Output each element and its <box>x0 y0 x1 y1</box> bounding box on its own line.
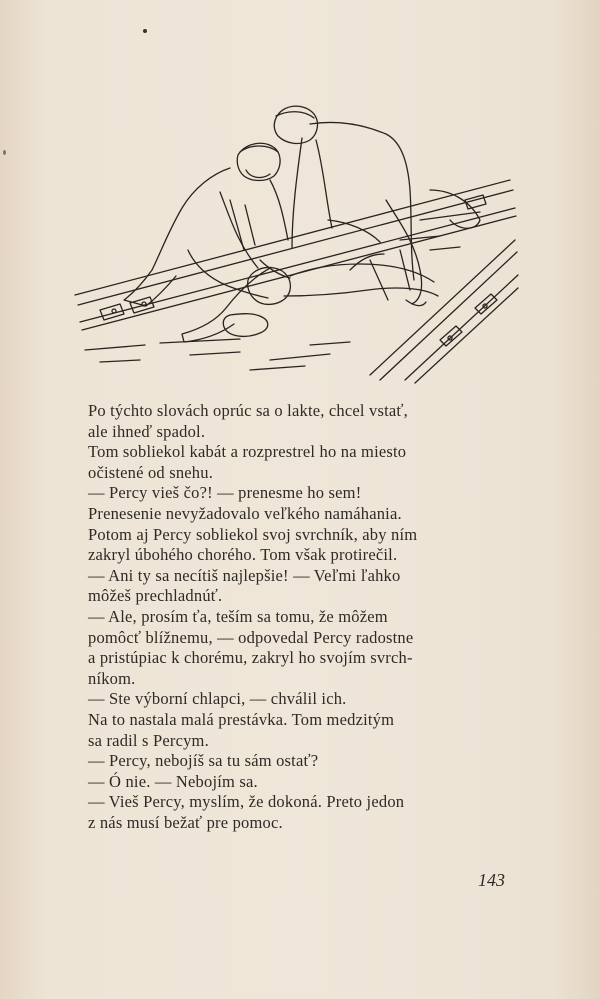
paragraph <box>88 442 513 483</box>
text-line: Po týchto slovách oprúc sa o lakte, chcel vstať, <box>88 401 408 420</box>
text-line: níkom. <box>88 668 136 688</box>
railway-track <box>75 180 518 383</box>
text-line: Prenesenie nevyžadovalo veľkého namáhania. <box>88 503 402 523</box>
railway-rescue-illustration <box>70 100 520 385</box>
text-line: Potom aj Percy sobliekol svoj svrchník, aby ním <box>88 524 418 544</box>
text-line: sa radil s Percym. <box>88 730 209 750</box>
text-line: z nás musí bežať pre pomoc. <box>88 812 283 832</box>
paragraph <box>88 607 513 689</box>
paragraph <box>88 504 513 566</box>
text-line: — Ó nie. — Nebojím sa. <box>88 771 258 791</box>
text-line: — Percy vieš čo?! — prenesme ho sem! <box>88 483 362 503</box>
text-line: Na to nastala malá prestávka. Tom medzitým <box>88 709 395 729</box>
ink-speck <box>143 29 147 33</box>
ink-speck <box>3 150 6 155</box>
text-line: — Ste výborní chlapci, — chválil ich. <box>88 689 347 709</box>
paragraph <box>88 689 513 710</box>
paragraph <box>88 792 513 833</box>
text-line: zakryl úbohého chorého. Tom však protirečil. <box>88 545 398 565</box>
text-line: môžeš prechladnúť. <box>88 586 223 606</box>
paragraph <box>88 483 513 504</box>
paragraph <box>88 401 513 442</box>
text-line: očistené od snehu. <box>88 462 214 482</box>
text-line: Tom sobliekol kabát a rozprestrel ho na miesto <box>88 442 407 462</box>
text-line: — Ani ty sa necítiš najlepšie! — Veľmi ľahko <box>88 565 401 585</box>
paragraph <box>88 566 513 607</box>
text-line: — Ale, prosím ťa, teším sa tomu, že môžem <box>88 606 388 626</box>
text-line: ale ihneď spadol. <box>88 421 206 441</box>
paragraph <box>88 772 513 793</box>
paragraph <box>88 710 513 751</box>
bending-boy-right <box>274 106 480 306</box>
text-line: pomôcť blížnemu, — odpovedal Percy radostne <box>88 627 414 647</box>
page-text <box>88 401 513 833</box>
page-number: 143 <box>478 870 505 890</box>
text-line: a pristúpiac k chorému, zakryl ho svojím svrch- <box>88 648 413 668</box>
paragraph <box>88 751 513 772</box>
text-line: — Vieš Percy, myslím, že dokoná. Preto jedon <box>88 792 405 812</box>
text-line: — Percy, nebojíš sa tu sám ostať? <box>88 751 319 771</box>
